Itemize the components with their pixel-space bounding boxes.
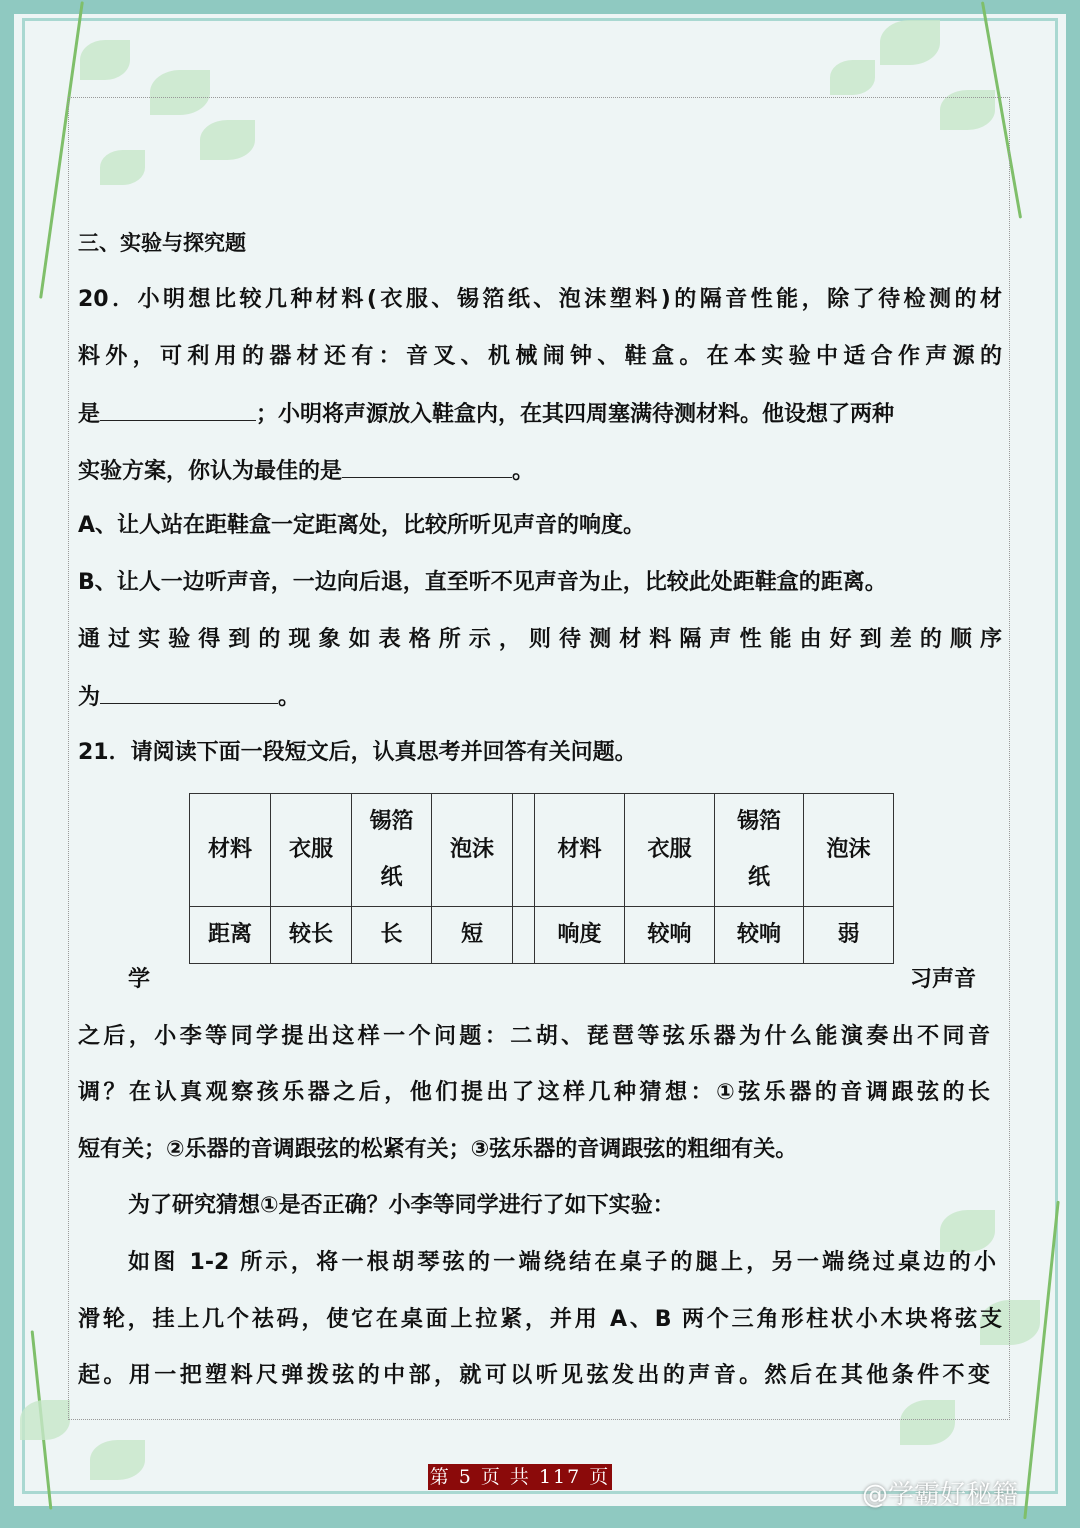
spacer-cell	[513, 907, 535, 964]
text: ；小明将声源放入鞋盒内，在其四周塞满待测材料。他设想了两种	[256, 402, 895, 427]
cell: 响度	[535, 907, 625, 964]
results-table	[189, 793, 894, 964]
passage-line: 起。用一把塑料尺弹拨弦的中部，就可以听见弦发出的声音。然后在其他条件不变	[78, 1363, 990, 1388]
q21-intro: 21．请阅读下面一段短文后，认真思考并回答有关问题。	[78, 740, 637, 765]
cell: 距离	[190, 907, 271, 964]
cell: 短	[432, 907, 513, 964]
passage-line: 滑轮，挂上几个祛码，使它在桌面上拉紧，并用 A、B 两个三角形柱状小木块将弦支	[78, 1307, 1002, 1332]
passage-fragment: 学	[128, 967, 151, 992]
passage-line: 调？在认真观察孩乐器之后，他们提出了这样几种猜想：①弦乐器的音调跟弦的长	[78, 1080, 990, 1105]
text: 实验方案，你认为最佳的是	[78, 459, 343, 484]
passage-line: 如图 1-2 所示，将一根胡琴弦的一端绕结在桌子的腿上，另一端绕过桌边的小	[128, 1250, 996, 1275]
cell: 较长	[271, 907, 352, 964]
watermark: @学霸好秘籍	[862, 1480, 1019, 1510]
cell: 材料	[535, 794, 625, 907]
text: 为	[78, 685, 101, 710]
cell: 弱	[804, 907, 894, 964]
passage-fragment: 习声音	[910, 967, 977, 992]
cell: 材料	[190, 794, 271, 907]
q20-line-2: 料外，可利用的器材还有：音叉、机械闹钟、鞋盒。在本实验中适合作声源的	[78, 344, 1002, 369]
section-title: 三、实验与探究题	[78, 231, 246, 255]
cell: 衣服	[625, 794, 715, 907]
table-row	[190, 907, 894, 964]
passage-line: 短有关；②乐器的音调跟弦的松紧有关；③弦乐器的音调跟弦的粗细有关。	[78, 1137, 798, 1162]
cell: 较响	[715, 907, 804, 964]
cell: 长	[352, 907, 432, 964]
cell: 较响	[625, 907, 715, 964]
text: 。	[512, 459, 535, 484]
cell: 锡箔纸	[352, 794, 432, 907]
passage-line: 之后，小李等同学提出这样一个问题：二胡、琵琶等弦乐器为什么能演奏出不同音	[78, 1024, 990, 1049]
q20-line-4	[78, 455, 1002, 487]
table-row	[190, 794, 894, 907]
spacer-cell	[513, 794, 535, 907]
cell: 泡沫	[804, 794, 894, 907]
text: 。	[278, 685, 301, 710]
page-number: 第 5 页 共 117 页	[429, 1466, 611, 1488]
answer-blank-3[interactable]	[100, 681, 278, 704]
option-a: A、让人站在距鞋盒一定距离处，比较所听见声音的响度。	[78, 513, 646, 538]
passage-line: 为了研究猜想①是否正确？小李等同学进行了如下实验：	[128, 1193, 675, 1218]
q20-line-7: 通过实验得到的现象如表格所示，则待测材料隔声性能由好到差的顺序	[78, 627, 1002, 652]
cell: 衣服	[271, 794, 352, 907]
q20-line-3	[78, 398, 1002, 430]
answer-blank-2[interactable]	[342, 455, 512, 478]
answer-blank-1[interactable]	[100, 398, 256, 421]
q20-line-8	[78, 681, 1002, 713]
cell: 锡箔纸	[715, 794, 804, 907]
text: 是	[78, 402, 101, 427]
option-b: B、让人一边听声音，一边向后退，直至听不见声音为止，比较此处距鞋盒的距离。	[78, 570, 887, 595]
q20-line-1: 20．小明想比较几种材料(衣服、锡箔纸、泡沫塑料)的隔音性能，除了待检测的材	[78, 287, 1002, 312]
cell: 泡沫	[432, 794, 513, 907]
